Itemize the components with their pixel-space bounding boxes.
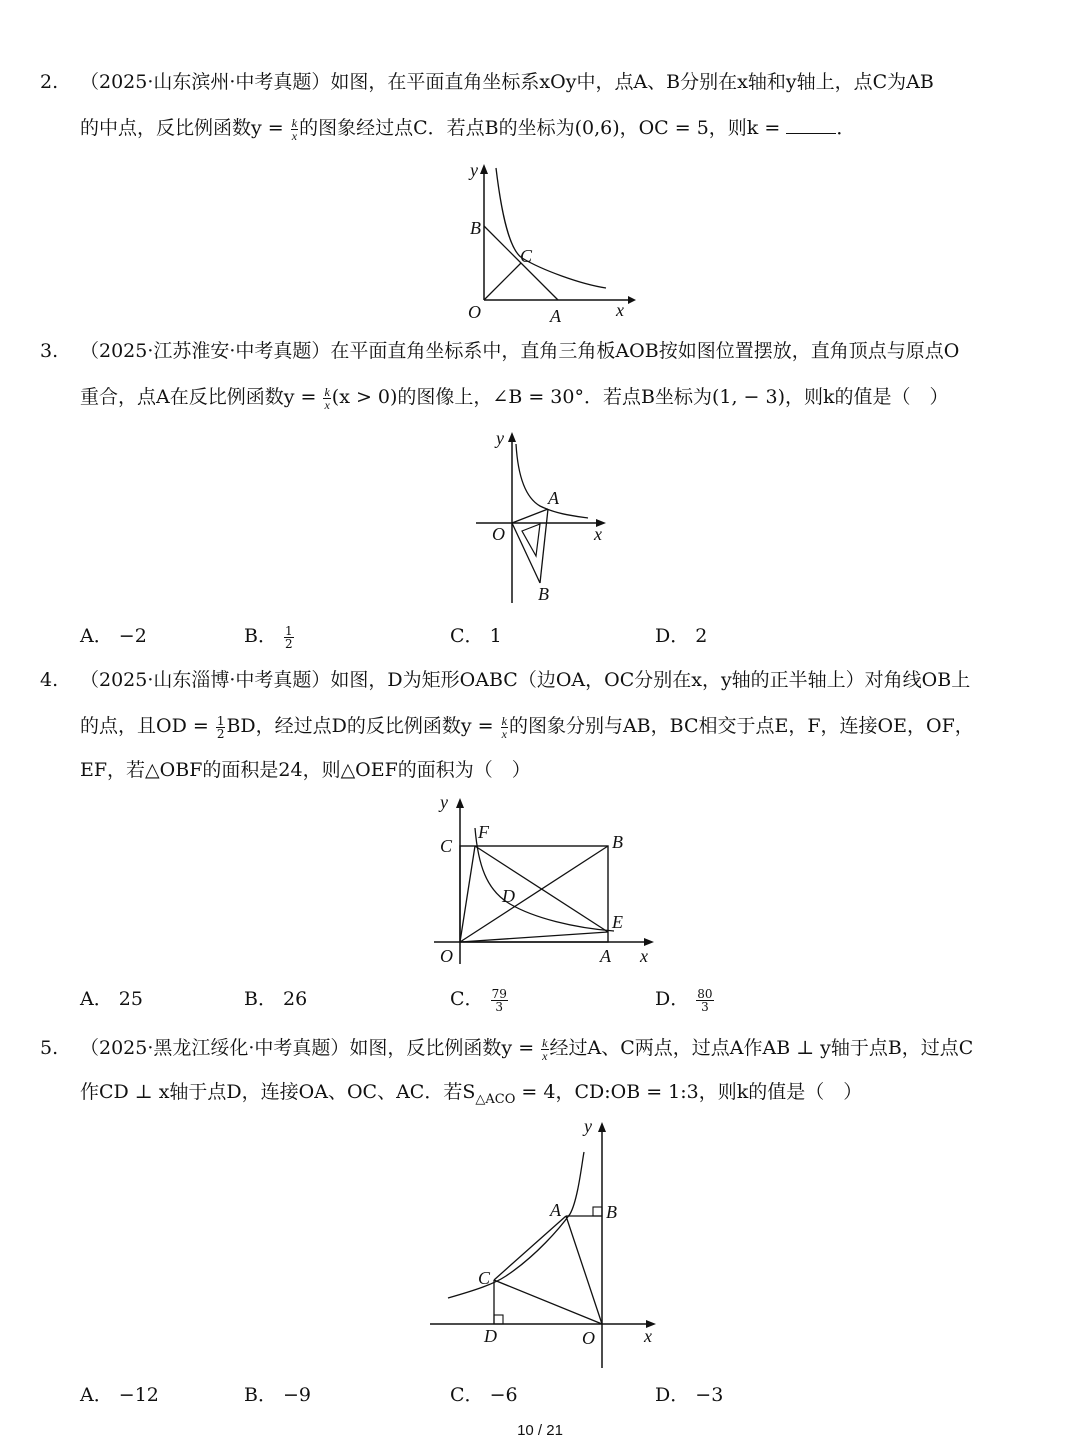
label-x: x — [640, 946, 648, 966]
answer-blank[interactable] — [786, 115, 836, 134]
option-c[interactable]: C． $\frac{79}{3}$ — [450, 986, 507, 1014]
label-O: O — [440, 946, 453, 966]
question-text-line3: EF，若△OBF的面积是24，则△OEF的面积为（ ） — [80, 759, 531, 781]
option-d[interactable]: D． 2 — [655, 625, 708, 647]
option-a[interactable]: A． −12 — [80, 1384, 159, 1406]
question-text-line2: 作CD ⊥ x轴于点D，连接OA、OC、AC．若$S_{\triangle ACO} = 4$，CD:OB = 1:3，则k的值是（ ） — [80, 1081, 863, 1107]
figure-q4 — [428, 792, 660, 970]
label-y: y — [440, 792, 448, 812]
label-B: B — [470, 218, 481, 238]
question-text-line2: 的中点，反比例函数y = $\frac{k}{x}$ 的图象经过点C．若点B的坐标为(0,6)，OC = 5，则k = ． — [80, 115, 856, 143]
figure-q3 — [470, 428, 620, 608]
option-d[interactable]: D． −3 — [655, 1384, 724, 1406]
question-text-line1: （2025·黑龙江绥化·中考真题）如图，反比例函数y = $\frac{k}{x}$ 经过A、C两点，过点A作AB ⊥ y轴于点B，过点C — [80, 1035, 974, 1063]
fraction-k-over-x: $\frac{k}{x}$ — [324, 384, 330, 412]
label-O: O — [468, 302, 481, 322]
label-y: y — [496, 428, 504, 448]
label-x: x — [616, 300, 624, 320]
label-F: F — [478, 822, 489, 842]
label-O: O — [492, 524, 505, 544]
option-c[interactable]: C． 1 — [450, 625, 502, 647]
label-A: A — [600, 946, 611, 966]
fraction-k-over-x: $\frac{k}{x}$ — [501, 713, 507, 741]
question-number: 5. — [40, 1037, 59, 1059]
label-D: D — [484, 1326, 497, 1346]
question-text-line2: 的点，且OD = $\frac{1}{2}$ BD，经过点D的反比例函数y = $\frac{k}{x}$ 的图象分别与AB，BC相交于点E，F，连接OE，OF， — [80, 713, 974, 741]
label-A: A — [550, 1200, 561, 1220]
label-C: C — [478, 1268, 491, 1288]
fraction-k-over-x: $\frac{k}{x}$ — [542, 1035, 548, 1063]
option-b[interactable]: B． −9 — [244, 1384, 312, 1406]
label-B: B — [538, 584, 549, 604]
question-number: 4. — [40, 669, 59, 691]
label-D: D — [502, 886, 515, 906]
question-text-line1: （2025·山东滨州·中考真题）如图，在平面直角坐标系xOy中，点A、B分别在x轴和y轴上，点C为AB — [80, 71, 934, 93]
question-text-line1: （2025·山东淄博·中考真题）如图，D为矩形OABC（边OA，OC分别在x，y轴的正半轴上）对角线OB上 — [80, 669, 971, 691]
option-b[interactable]: B． 26 — [244, 988, 308, 1010]
fraction-1-over-2: $\frac{1}{2}$ — [216, 713, 225, 741]
label-E: E — [612, 912, 623, 932]
label-C: C — [440, 836, 453, 856]
label-B: B — [606, 1202, 617, 1222]
label-y: y — [470, 160, 478, 180]
label-C: C — [520, 246, 533, 266]
label-y: y — [584, 1116, 592, 1136]
question-text-line2: 重合，点A在反比例函数y = $\frac{k}{x}$ (x > 0)的图像上，∠B = 30°．若点B坐标为(1, − 3)，则k的值是（ ） — [80, 384, 949, 412]
fraction-k-over-x: $\frac{k}{x}$ — [291, 115, 298, 143]
question-text-line1: （2025·江苏淮安·中考真题）在平面直角坐标系中，直角三角板AOB按如图位置摆放，直角顶点与原点O — [80, 340, 960, 362]
figure-q2 — [450, 158, 640, 328]
option-c[interactable]: C． −6 — [450, 1384, 518, 1406]
label-A: A — [550, 306, 561, 326]
label-x: x — [594, 524, 602, 544]
figure-q5 — [426, 1112, 662, 1374]
label-x: x — [644, 1326, 652, 1346]
option-d[interactable]: D． $\frac{80}{3}$ — [655, 986, 713, 1014]
label-B: B — [612, 832, 623, 852]
option-a[interactable]: A． 25 — [80, 988, 143, 1010]
question-number: 3. — [40, 340, 59, 362]
question-number: 2. — [40, 71, 59, 93]
option-b[interactable]: B． $\frac{1}{2}$ — [244, 623, 293, 651]
option-a[interactable]: A． −2 — [80, 625, 147, 647]
page-number: 10 / 21 — [517, 1422, 563, 1439]
label-A: A — [548, 488, 559, 508]
label-O: O — [582, 1328, 595, 1348]
